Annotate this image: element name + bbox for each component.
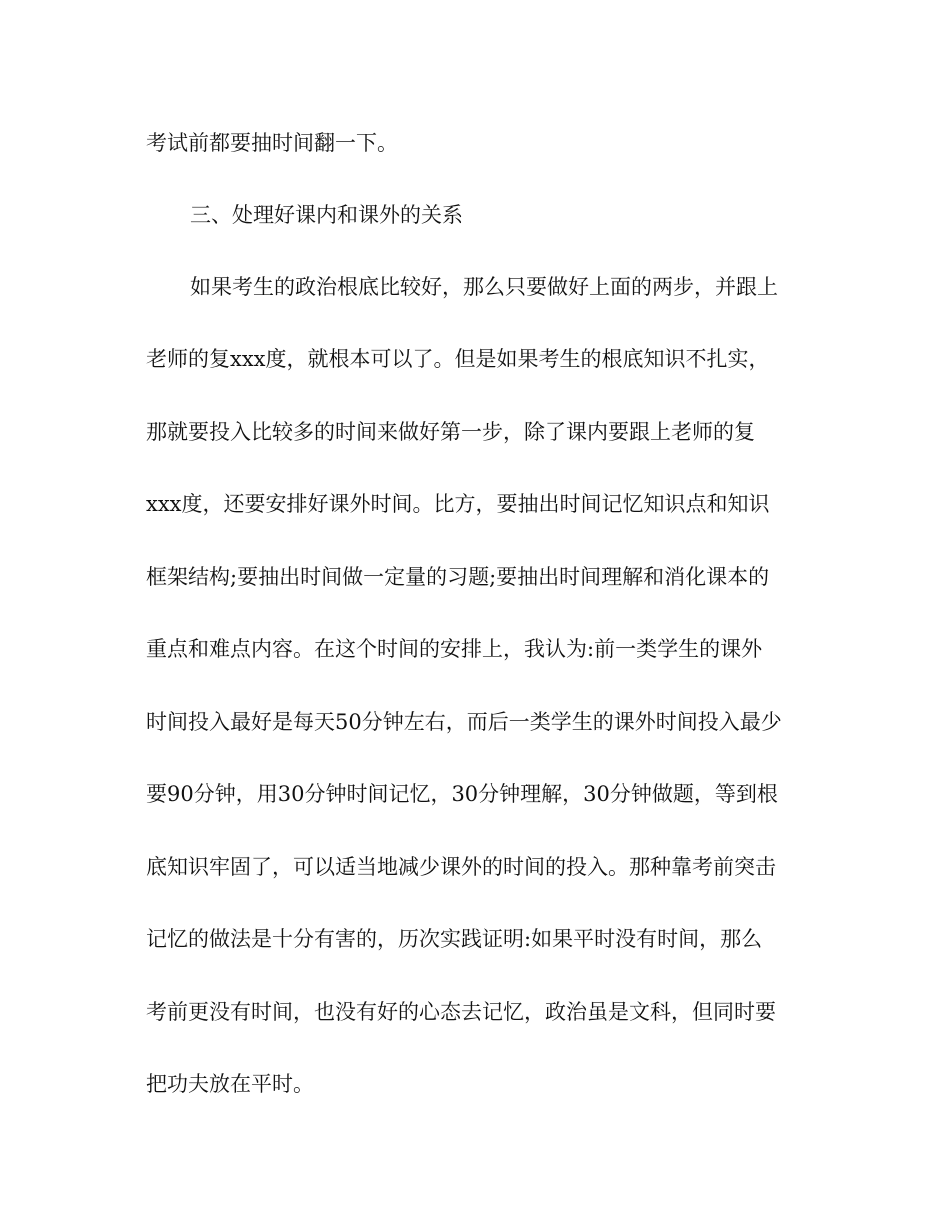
text-line: 重点和难点内容。在这个时间的安排上，我认为:前一类学生的课外: [146, 637, 763, 661]
text-line: 框架结构;要抽出时间做一定量的习题;要抽出时间理解和消化课本的: [146, 565, 770, 589]
text-line: 老师的复xxx度，就根本可以了。但是如果考生的根底知识不扎实，: [146, 347, 770, 371]
text-line: 记忆的做法是十分有害的，历次实践证明:如果平时没有时间，那么: [146, 927, 763, 951]
text-line: 考试前都要抽时间翻一下。: [146, 131, 398, 155]
text-line: xxx度，还要安排好课外时间。比方，要抽出时间记忆知识点和知识: [146, 492, 770, 516]
text-line: 考前更没有时间，也没有好的心态去记忆，政治虽是文科，但同时要: [146, 1000, 776, 1024]
section-heading: 三、处理好课内和课外的关系: [190, 203, 463, 227]
text-line: 把功夫放在平时。: [146, 1072, 314, 1096]
text-line: 要90分钟，用30分钟时间记忆，30分钟理解，30分钟做题，等到根: [146, 782, 778, 806]
text-line: 时间投入最好是每天50分钟左右，而后一类学生的课外时间投入最少: [146, 710, 782, 734]
text-line: 如果考生的政治根底比较好，那么只要做好上面的两步，并跟上: [190, 275, 778, 299]
text-line: 那就要投入比较多的时间来做好第一步，除了课内要跟上老师的复: [146, 420, 755, 444]
text-line: 底知识牢固了，可以适当地减少课外的时间的投入。那种靠考前突击: [146, 855, 776, 879]
